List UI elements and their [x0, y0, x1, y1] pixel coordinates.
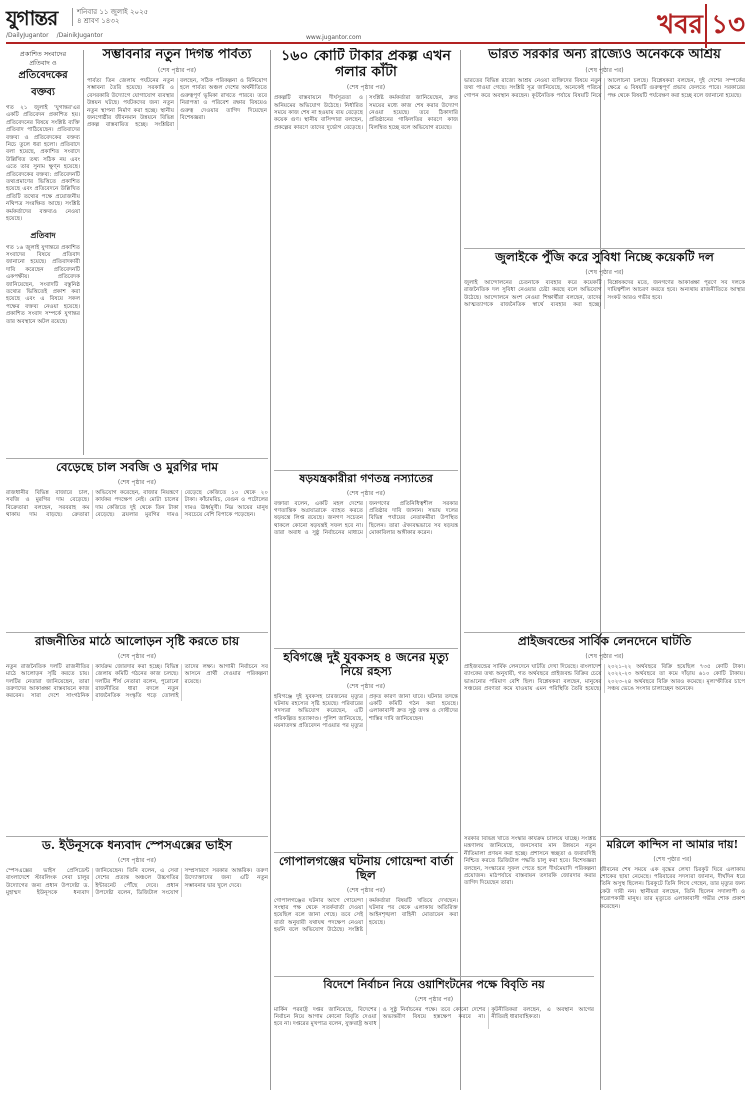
- continued-note: (শেষ পৃষ্ঠার পর): [346, 886, 386, 894]
- article-body: প্রকল্পটি বাস্তবায়নে দীর্ঘসূত্রতা ও অনিয়মের অভিযোগ উঠেছে। নির্ধারিত সময়ে কাজ শেষ না হওয়ায় ব্যয় বেড়েছে কয়েক গুণ। স্থানীয় বাসিন্দারা বলছেন, প্রকল্পের কারণে তাদের দুর্ভোগ বেড়েছে। সংশ্লিষ্ট কর্মকর্তারা জানিয়েছেন, দ্রুত সময়ের মধ্যে কাজ শেষ করার উদ্যোগ নেওয়া হয়েছে। তবে ঠিকাদারি প্রতিষ্ঠানের গাফিলতির কারণে কাজ বিলম্বিত হচ্ছে বলে অভিযোগ রয়েছে।: [274, 95, 458, 131]
- article-body: গত ২১ জুলাই 'যুগান্তর'এর একটি প্রতিবেদন প্রকাশিত হয়। প্রতিবেদনের বিষয়ে সংশ্লিষ্ট ব্যক্তি প্রতিবাদ পাঠিয়েছেন। প্রতিবাদের বক্তব্য ও প্রতিবেদকের বক্তব্য নিচে তুলে ধরা হলো। প্রতিবাদে বলা হয়েছে, প্রকাশিত সংবাদে উল্লিখিত তথ্য সঠিক নয় এবং এতে তার সুনাম ক্ষুণ্ন হয়েছে। প্রতিবেদকের বক্তব্য: প্রতিবেদনটি তথ্যপ্রমাণের ভিত্তিতে প্রকাশিত হয়েছে এবং প্রতিবেদনে উল্লিখিত প্রতিটি তথ্যের পক্ষে প্রয়োজনীয় নথিপত্র সংরক্ষিত আছে। সংশ্লিষ্ট কর্মকর্তাদের বক্তব্যও নেওয়া হয়েছে।: [6, 105, 80, 223]
- continued-note: (শেষ পৃষ্ঠার পর): [346, 489, 386, 497]
- kicker: প্রতিবাদ ও: [29, 59, 57, 67]
- continued-note: (শেষ পৃষ্ঠার পর): [346, 84, 386, 92]
- article-headline[interactable]: ষড়যন্ত্রকারীরা গণতন্ত্র নস্যাতের: [299, 472, 433, 485]
- continued-note: (শেষ পৃষ্ঠার পর): [585, 268, 624, 276]
- article-body: স্পেসএক্সের ভাইস প্রেসিডেন্ট বাংলাদেশে স্টারলিংক সেবা চালুর উদ্যোগের জন্য প্রধান উপদেষ্টা ড. মুহাম্মদ ইউনূসকে ধন্যবাদ জানিয়েছেন। তিনি বলেন, এ সেবা দেশের প্রত্যন্ত অঞ্চলে উচ্চগতির ইন্টারনেট পৌঁছে দেবে। প্রধান উপদেষ্টা বলেন, ডিজিটাল সংযোগ সম্প্রসারণে সরকার আন্তরিক। তরুণ উদ্যোক্তাদের জন্য এটি নতুন সম্ভাবনার দ্বার খুলে দেবে।: [6, 867, 268, 897]
- article-body: পার্বত্য তিন জেলায় পর্যটনের নতুন সম্ভাবনা তৈরি হয়েছে। সরকারি ও বেসরকারি উদ্যোগে যোগাযোগ ব্যবস্থার উন্নয়ন ঘটছে। পর্যটকদের জন্য নতুন নতুন স্থাপনা নির্মাণ করা হচ্ছে। স্থানীয় জনগোষ্ঠীর জীবনমান উন্নয়নে বিভিন্ন প্রকল্প বাস্তবায়িত হচ্ছে। সংশ্লিষ্টরা বলছেন, সঠিক পরিকল্পনা ও বিনিয়োগ হলে পার্বত্য অঞ্চল দেশের অর্থনীতিতে গুরুত্বপূর্ণ ভূমিকা রাখতে পারবে। তবে নিরাপত্তা ও পরিবেশ রক্ষার বিষয়েও গুরুত্ব দেওয়ার তাগিদ দিয়েছেন বিশেষজ্ঞরা।: [87, 77, 267, 129]
- article-conspiracy[interactable]: [274, 470, 458, 645]
- article-headline[interactable]: মরিলে কান্দিস না আমার দায়!: [606, 838, 739, 851]
- article-gopalganj[interactable]: [274, 852, 458, 972]
- article-death-note[interactable]: [600, 836, 745, 1088]
- article-body: বক্তারা বলেন, একটি মহল দেশের গণতান্ত্রিক অগ্রযাত্রাকে ব্যাহত করতে ষড়যন্ত্রে লিপ্ত রয়েছে। জনগণ সচেতন থাকলে কোনো ষড়যন্ত্রই সফল হবে না। তারা অবাধ ও সুষ্ঠু নির্বাচনের মাধ্যমে জনগণের প্রতিনিধিত্বশীল সরকার প্রতিষ্ঠার দাবি জানান। সভায় দলের বিভিন্ন পর্যায়ের নেতাকর্মীরা উপস্থিত ছিলেন। তারা ঐক্যবদ্ধভাবে সব ষড়যন্ত্র মোকাবিলার অঙ্গীকার করেন।: [274, 500, 458, 537]
- article-body: মার্কিন পররাষ্ট্র দপ্তর জানিয়েছে, বিদেশের নির্বাচন নিয়ে আগাম কোনো বিবৃতি দেওয়া হবে না। দপ্তরের মুখপাত্র বলেন, যুক্তরাষ্ট্র অবাধ ও সুষ্ঠু নির্বাচনের পক্ষে। তবে কোনো দেশের অভ্যন্তরীণ বিষয়ে হস্তক্ষেপ করবে না। কূটনীতিকরা বলছেন, এ অবস্থান আগের নীতিরই ধারাবাহিকতা।: [274, 1006, 594, 1028]
- article-body: ভারতের বিভিন্ন রাজ্যে আশ্রয় নেওয়া ব্যক্তিদের বিষয়ে নতুন তথ্য পাওয়া গেছে। সংশ্লিষ্ট সূত্র জানিয়েছে, অনেকেই পরিচয় গোপন করে অবস্থান করছেন। কূটনৈতিক পর্যায়ে বিষয়টি নিয়ে আলোচনা চলছে। বিশ্লেষকরা বলছেন, দুই দেশের সম্পর্কের ক্ষেত্রে এ বিষয়টি গুরুত্বপূর্ণ প্রভাব ফেলতে পারে। সরকারের পক্ষ থেকে বিষয়টি পর্যবেক্ষণ করা হচ্ছে বলে জানানো হয়েছে।: [464, 77, 745, 99]
- article-continuation[interactable]: [464, 836, 596, 972]
- article-headline[interactable]: বেড়েছে চাল সবজি ও মুরগির দাম: [55, 460, 219, 474]
- article-body: রাজধানীর বিভিন্ন বাজারে চাল, সবজি ও মুরগির দাম বেড়েছে। বিক্রেতারা বলছেন, সরবরাহ কম থাকায় দাম বাড়ছে। ক্রেতারা অভিযোগ করেছেন, বাজার নিয়ন্ত্রণে কার্যকর পদক্ষেপ নেই। মোটা চালের দাম কেজিতে দুই থেকে তিন টাকা বেড়েছে। ব্রয়লার মুরগির দামও বেড়েছে কেজিতে ১০ থেকে ২০ টাকা। কাঁচামরিচ, বেগুন ও পটোলের দামও ঊর্ধ্বমুখী। নিম্ন আয়ের মানুষ সবচেয়ে বেশি বিপাকে পড়েছেন।: [6, 489, 268, 519]
- article-prize-bond[interactable]: [464, 632, 745, 832]
- column-rule: [270, 50, 271, 1090]
- page-number: ১৩: [705, 4, 745, 48]
- article-india[interactable]: [464, 48, 745, 244]
- column-rule: [460, 50, 461, 1090]
- continued-note: (শেষ পৃষ্ঠার পর): [653, 855, 692, 863]
- dateline: [72, 8, 148, 26]
- article-headline[interactable]: ১৬০ কোটি টাকার প্রকল্প এখন গলার কাঁটা: [281, 48, 451, 81]
- article-headline[interactable]: ভারত সরকার অন্য রাজ্যেও অনেককে আশ্রয়: [488, 48, 721, 62]
- article-body: সরকার বিভিন্ন খাতে সংস্কার কার্যক্রম চালিয়ে যাচ্ছে। সংশ্লিষ্ট মন্ত্রণালয় জানিয়েছে, জনসেবার মান উন্নয়নে নতুন নীতিমালা প্রণয়ন করা হচ্ছে। প্রশাসনে স্বচ্ছতা ও জবাবদিহি নিশ্চিত করতে ডিজিটাল পদ্ধতি চালু করা হবে। বিশেষজ্ঞরা বলছেন, সংস্কারের সুফল পেতে হলে দীর্ঘমেয়াদি পরিকল্পনা প্রয়োজন। মাঠপর্যায়ে বাস্তবায়ন তদারকি জোরদার করার তাগিদ দিয়েছেন তারা।: [464, 836, 596, 887]
- continued-note: (শেষ পৃষ্ঠার পর): [157, 66, 197, 74]
- article-body: নতুন রাজনৈতিক দলটি রাজনীতির মাঠে আলোড়ন সৃষ্টি করতে চায়। দলটির নেতারা জানিয়েছেন, তারা তরুণদের আকাঙ্ক্ষা বাস্তবায়নে কাজ করবেন। সারা দেশে সাংগঠনিক কার্যক্রম জোরদার করা হচ্ছে। বিভিন্ন জেলায় কমিটি গঠনের কাজ চলছে। দলটির শীর্ষ নেতারা বলেন, পুরোনো রাজনীতির ধারা বদলে নতুন রাজনৈতিক সংস্কৃতি গড়ে তোলাই তাদের লক্ষ্য। আগামী নির্বাচনে সব আসনে প্রার্থী দেওয়ার পরিকল্পনা রয়েছে।: [6, 663, 268, 700]
- article-headline[interactable]: জুলাইকে পুঁজি করে সুবিধা নিচ্ছে কয়েকটি দল: [495, 250, 714, 264]
- newspaper-logo[interactable]: যুগান্তর: [6, 6, 58, 30]
- article-yunus[interactable]: [6, 836, 268, 1088]
- continued-note: (শেষ পৃষ্ঠার পর): [585, 652, 624, 660]
- article-headline[interactable]: রাজনীতির মাঠে আলোড়ন সৃষ্টি করতে চায়: [34, 634, 240, 648]
- article-headline[interactable]: ড. ইউনূসকে ধন্যবাদ স্পেসএক্সের ভাইস: [42, 838, 232, 852]
- continued-note: (শেষ পৃষ্ঠার পর): [117, 652, 157, 660]
- article-body: গত ১৬ জুলাই যুগান্তরে প্রকাশিত সংবাদের বিষয়ে প্রতিবাদ জানানো হয়েছে। প্রতিবাদকারী দাবি করেছেন প্রতিবেদনটি একপক্ষীয়। প্রতিবেদক জানিয়েছেন, সংবাদটি বস্তুনিষ্ঠ তথ্যের ভিত্তিতেই প্রকাশ করা হয়েছে এবং এ বিষয়ে সকল পক্ষের বক্তব্য নেওয়া হয়েছে। প্রকাশিত সংবাদ সম্পর্কে যুগান্তর তার অবস্থানে অটল রয়েছে।: [6, 244, 80, 325]
- facebook-link[interactable]: /DailyJugantor: [6, 32, 49, 39]
- section-title: খবর: [657, 10, 703, 40]
- date-gregorian: শনিবার ১১ জুলাই ২০২৫: [77, 8, 149, 16]
- article-subheadline: প্রতিবাদ: [30, 229, 56, 240]
- continued-note: (শেষ পৃষ্ঠার পর): [414, 995, 454, 1003]
- article-headline[interactable]: সম্ভাবনার নতুন দিগন্ত পার্বত্য: [102, 48, 252, 62]
- article-body: জুলাই আন্দোলনের চেতনাকে ব্যবহার করে কয়েকটি রাজনৈতিক দল সুবিধা নেওয়ার চেষ্টা করছে বলে অভিযোগ উঠেছে। আন্দোলনে অংশ নেওয়া শিক্ষার্থীরা বলছেন, তাদের আত্মত্যাগকে রাজনৈতিক স্বার্থে ব্যবহার করা হচ্ছে। বিশ্লেষকদের মতে, জনগণের আকাঙ্ক্ষা পূরণে সব দলকে দায়িত্বশীল আচরণ করতে হবে। অন্যথায় রাজনীতিতে আস্থার সংকট আরও গভীর হবে।: [464, 279, 745, 309]
- article-protest[interactable]: [6, 50, 80, 455]
- article-rice-prices[interactable]: [6, 458, 268, 628]
- masthead: [6, 4, 745, 44]
- continued-note: (শেষ পৃষ্ঠার পর): [346, 682, 386, 690]
- article-washington[interactable]: [274, 976, 594, 1090]
- article-politics[interactable]: [6, 632, 268, 832]
- article-headline[interactable]: প্রতিবেদকের বক্তব্য: [18, 70, 68, 98]
- article-headline[interactable]: হবিগঞ্জে দুই যুবকসহ ৪ জনের মৃত্যু নিয়ে রহস্য: [283, 650, 449, 678]
- social-links: [6, 32, 103, 39]
- article-project[interactable]: [274, 48, 458, 468]
- twitter-link[interactable]: /DainikJugantor: [56, 32, 103, 39]
- article-body: গোপালগঞ্জের ঘটনার আগে গোয়েন্দা সংস্থার পক্ষ থেকে সতর্কবার্তা দেওয়া হয়েছিল বলে জানা গেছে। তবে সেই বার্তা অনুযায়ী যথাযথ পদক্ষেপ নেওয়া হয়নি বলে অভিযোগ উঠেছে। সংশ্লিষ্ট কর্মকর্তারা বিষয়টি খতিয়ে দেখছেন। ঘটনার পর থেকে এলাকায় অতিরিক্ত আইনশৃঙ্খলা বাহিনী মোতায়েন করা হয়েছে।: [274, 897, 458, 934]
- article-body: প্রাইজবন্ডের সার্বিক লেনদেনে ঘাটতি দেখা দিয়েছে। বাংলাদেশ ব্যাংকের তথ্য অনুযায়ী, গত অর্থবছরে প্রাইজবন্ড বিক্রির চেয়ে ভাঙানোর পরিমাণ বেশি ছিল। বিশ্লেষকরা বলছেন, মানুষের সঞ্চয়ের প্রবণতা কমে যাওয়ায় এমন পরিস্থিতি তৈরি হয়েছে। ২০২১-২২ অর্থবছরে বিক্রি হয়েছিল ৭৩৫ কোটি টাকা। ২০২২-২৩ অর্থবছরে তা কমে দাঁড়ায় ৬১০ কোটি টাকায়। ২০২৩-২৪ অর্থবছরে বিক্রি আরও কমেছে। মূল্যস্ফীতির চাপে সঞ্চয় ভেঙে সংসার চালাচ্ছেন অনেকে।: [464, 663, 745, 693]
- article-july[interactable]: [464, 248, 745, 628]
- article-headline[interactable]: গোপালগঞ্জের ঘটনায় গোয়েন্দা বার্তা ছিল: [278, 854, 454, 882]
- date-bengali: ৪ শ্রাবণ ১৪৩২: [77, 17, 120, 25]
- article-hill-tracts[interactable]: [87, 48, 267, 456]
- continued-note: (শেষ পৃষ্ঠার পর): [585, 66, 624, 74]
- article-body: হবিগঞ্জে দুই যুবকসহ চারজনের মৃত্যুর ঘটনায় রহস্যের সৃষ্টি হয়েছে। পরিবারের সদস্যরা অভিযোগ করেছেন, এটি পরিকল্পিত হত্যাকাণ্ড। পুলিশ জানিয়েছে, ময়নাতদন্ত প্রতিবেদন পাওয়ার পর মৃত্যুর প্রকৃত কারণ জানা যাবে। ঘটনার তদন্তে একটি কমিটি গঠন করা হয়েছে। এলাকাবাসী দ্রুত সুষ্ঠু তদন্ত ও দোষীদের শাস্তির দাবি জানিয়েছেন।: [274, 693, 458, 730]
- continued-note: (শেষ পৃষ্ঠার পর): [117, 478, 157, 486]
- continued-note: (শেষ পৃষ্ঠার পর): [117, 856, 157, 864]
- column-rule: [83, 50, 84, 455]
- site-url[interactable]: www.jugantor.com: [306, 34, 362, 41]
- article-habiganj[interactable]: [274, 648, 458, 848]
- article-body: জীবনের শেষ সময়ে এক বৃদ্ধের লেখা চিরকুট ঘিরে এলাকায় শোকের ছায়া নেমেছে। পরিবারের সদস্যরা জানান, দীর্ঘদিন ধরে তিনি অসুস্থ ছিলেন। চিরকুটে তিনি লিখে গেছেন, তার মৃত্যুর জন্য কেউ দায়ী নন। স্থানীয়রা বলছেন, তিনি ছিলেন সদালাপী ও পরোপকারী মানুষ। তার মৃত্যুতে এলাকাবাসী গভীর শোক প্রকাশ করেছেন।: [600, 866, 745, 910]
- article-headline[interactable]: প্রাইজবন্ডের সার্বিক লেনদেনে ঘাটতি: [517, 634, 692, 648]
- kicker: প্রকাশিত সংবাদের: [19, 50, 67, 58]
- article-headline[interactable]: বিদেশে নির্বাচন নিয়ে ওয়াশিংটনের পক্ষে বিবৃতি নয়: [323, 978, 545, 991]
